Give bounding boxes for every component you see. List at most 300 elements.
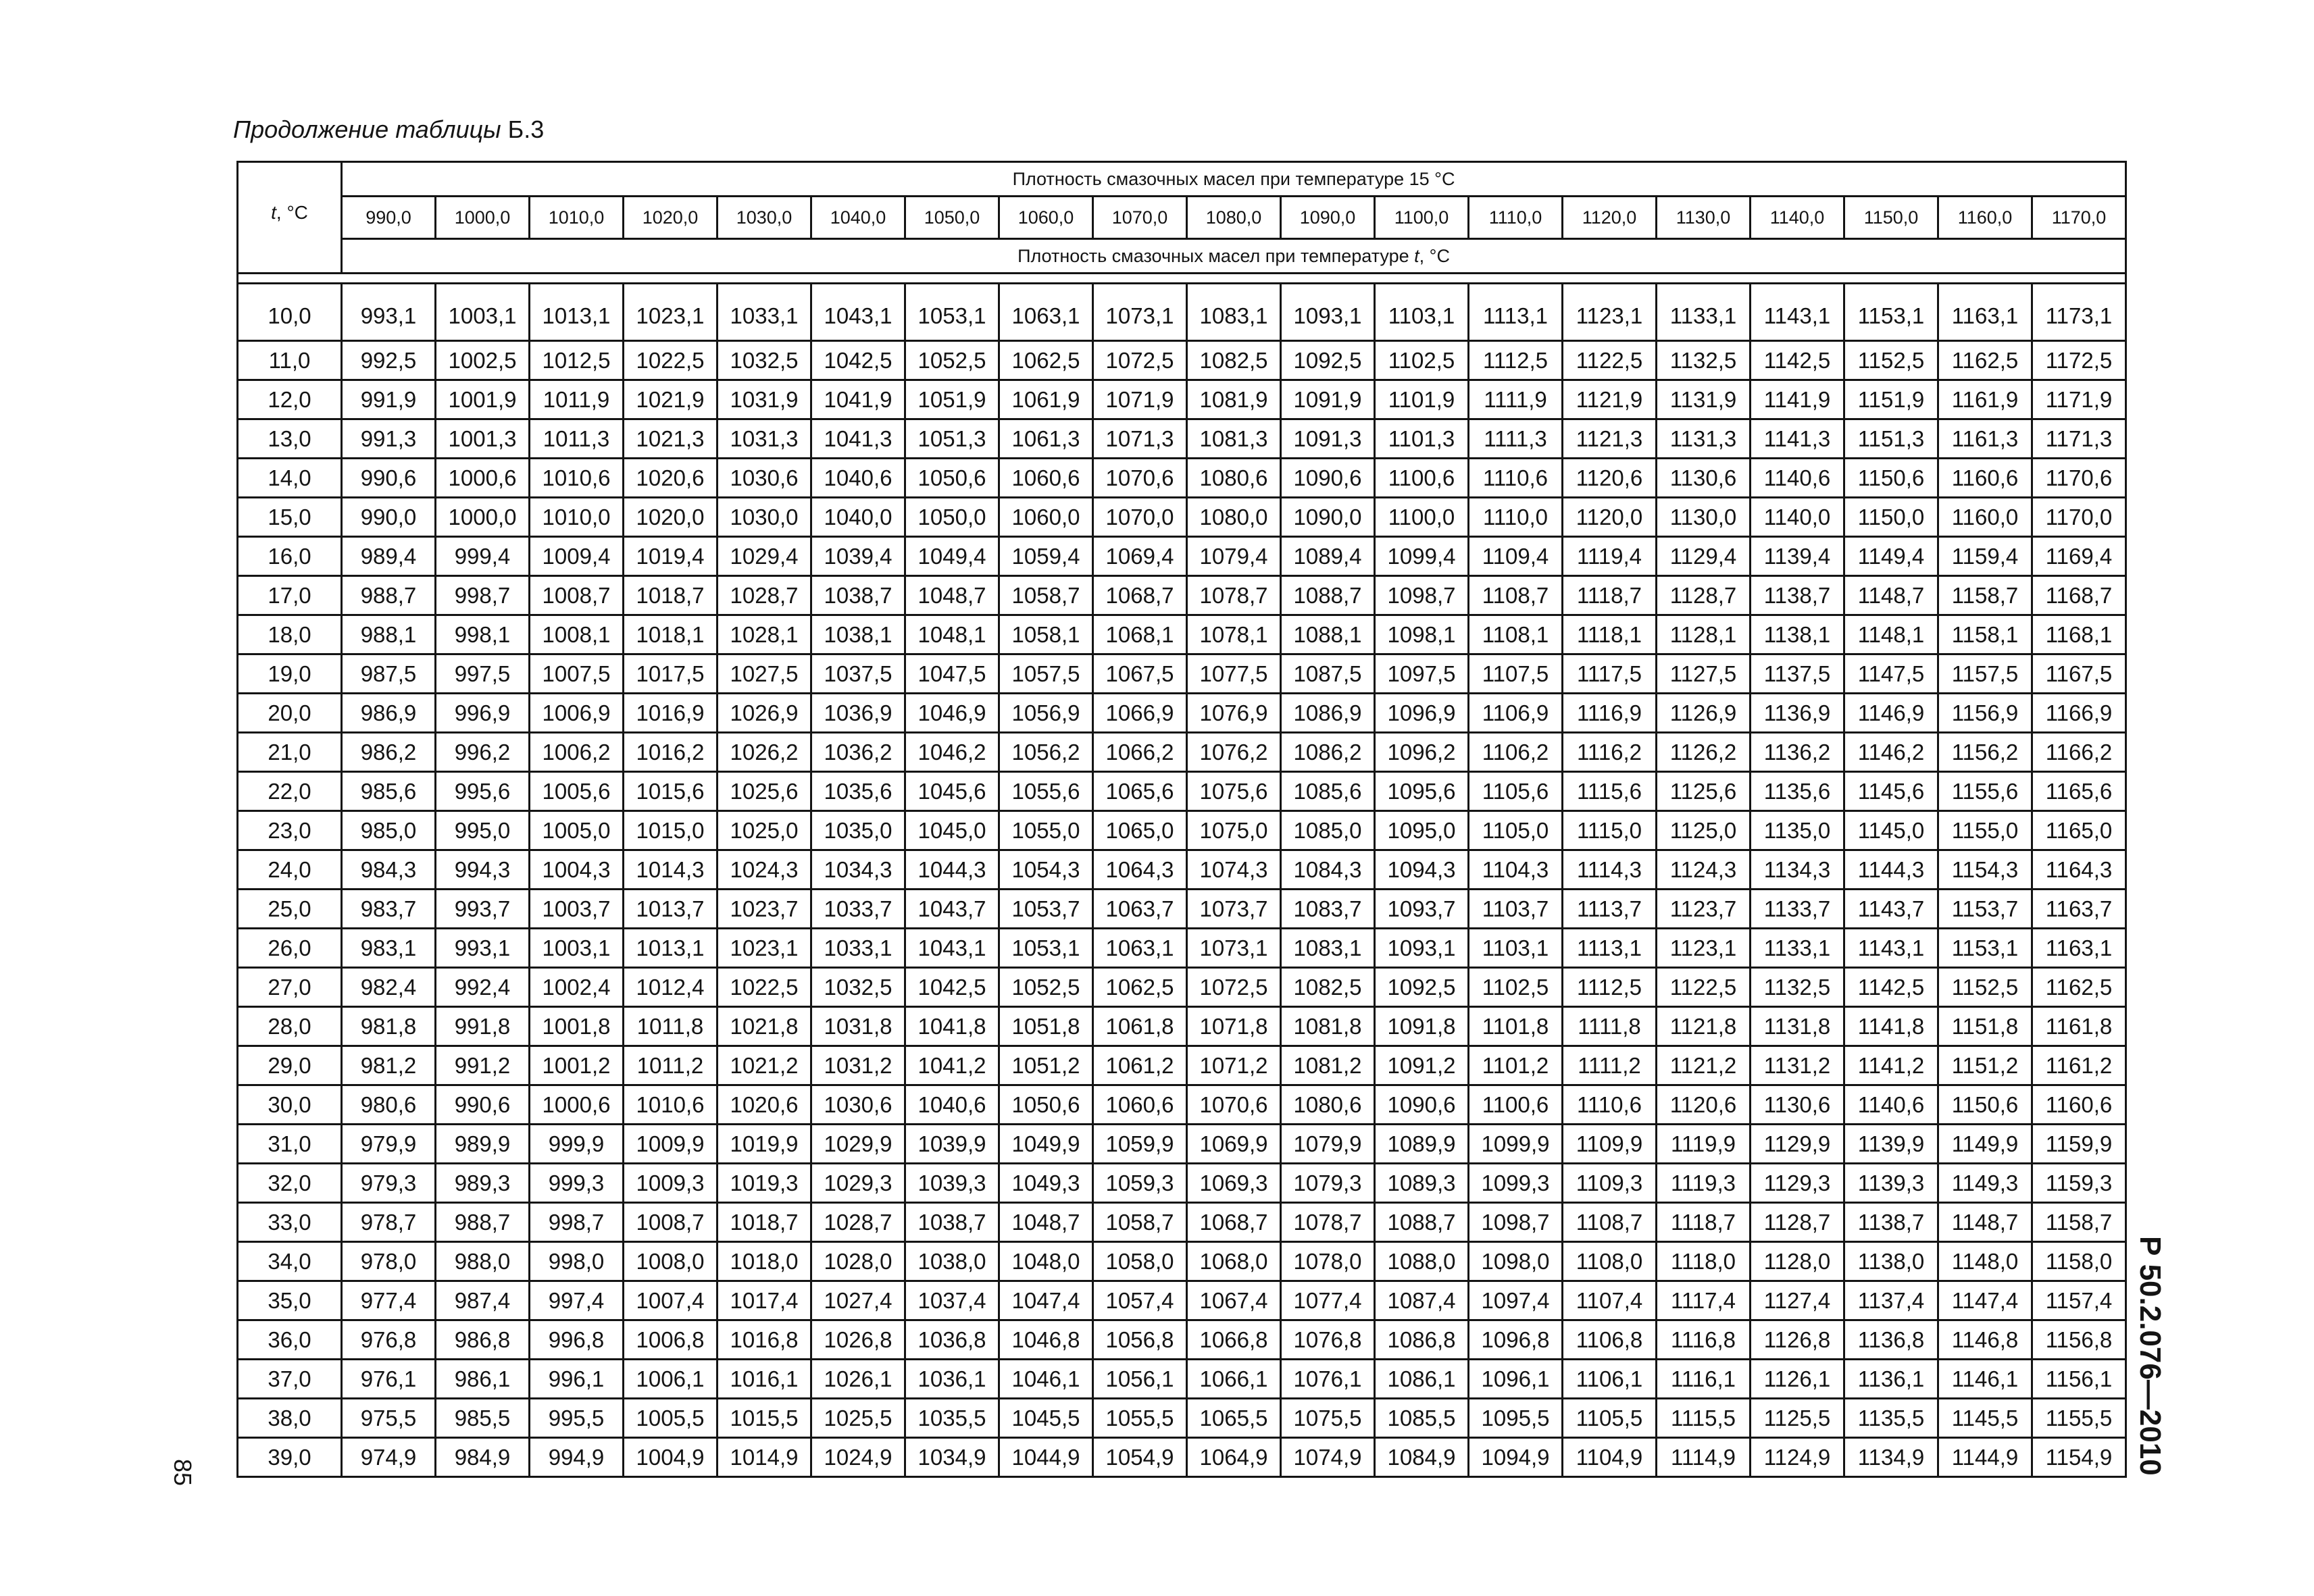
- density-cell: 1050,0: [905, 498, 999, 537]
- temperature-cell: 37,0: [238, 1360, 342, 1399]
- density-cell: 1163,7: [2032, 890, 2126, 929]
- density-cell: 1087,4: [1375, 1281, 1469, 1320]
- density-cell: 1138,1: [1751, 615, 1844, 654]
- caption-table-id: Б.3: [507, 115, 545, 143]
- density-cell: 1165,6: [2032, 772, 2126, 811]
- density-cell: 1073,7: [1187, 890, 1281, 929]
- density-cell: 996,8: [530, 1320, 624, 1360]
- table-row: [238, 576, 2126, 615]
- density-cell: 1060,6: [1093, 1085, 1187, 1125]
- table-row: [238, 537, 2126, 576]
- density-cell: 999,4: [436, 537, 530, 576]
- density-cell: 1144,3: [1844, 850, 1938, 890]
- density-cell: 1157,4: [2032, 1281, 2126, 1320]
- density-cell: 1115,0: [1563, 811, 1657, 850]
- density-cell: 1119,4: [1563, 537, 1657, 576]
- density-cell: 1121,3: [1563, 419, 1657, 459]
- density-cell: 1143,7: [1844, 890, 1938, 929]
- table-row: [238, 1046, 2126, 1085]
- density-cell: 1104,3: [1469, 850, 1563, 890]
- density-cell: 1024,9: [811, 1438, 905, 1477]
- density-cell: 1018,7: [624, 576, 718, 615]
- density-cell: 1150,0: [1844, 498, 1938, 537]
- temperature-cell: 17,0: [238, 576, 342, 615]
- density-cell: 1109,4: [1469, 537, 1563, 576]
- density-cell: 1098,0: [1469, 1242, 1563, 1281]
- density-cell: 1008,0: [624, 1242, 718, 1281]
- density-cell: 976,1: [342, 1360, 436, 1399]
- density-cell: 1022,5: [624, 341, 718, 380]
- density-header-cell: 1130,0: [1657, 197, 1751, 239]
- temperature-cell: 23,0: [238, 811, 342, 850]
- density-cell: 1080,6: [1187, 459, 1281, 498]
- table-row: [238, 1281, 2126, 1320]
- page-number: 85: [169, 1459, 197, 1487]
- density-cell: 1105,0: [1469, 811, 1563, 850]
- density-cell: 1015,5: [718, 1399, 811, 1438]
- density-cell: 1168,1: [2032, 615, 2126, 654]
- density-cell: 1034,9: [905, 1438, 999, 1477]
- density-cell: 1081,2: [1281, 1046, 1375, 1085]
- corner-unit: , °С: [276, 202, 308, 223]
- density-cell: 1081,9: [1187, 380, 1281, 419]
- density-cell: 1066,8: [1187, 1320, 1281, 1360]
- density-cell: 1157,5: [1938, 654, 2032, 694]
- density-cell: 999,3: [530, 1164, 624, 1203]
- density-cell: 1061,8: [1093, 1007, 1187, 1046]
- density-cell: 1170,6: [2032, 459, 2126, 498]
- density-cell: 1137,5: [1751, 654, 1844, 694]
- density-header-cell: 1050,0: [905, 197, 999, 239]
- density-cell: 1151,3: [1844, 419, 1938, 459]
- density-cell: 1128,7: [1657, 576, 1751, 615]
- table-row: [238, 419, 2126, 459]
- density-cell: 1048,0: [999, 1242, 1093, 1281]
- density-cell: 1132,5: [1657, 341, 1751, 380]
- temperature-cell: 12,0: [238, 380, 342, 419]
- density-cell: 1057,4: [1093, 1281, 1187, 1320]
- density-cell: 1107,4: [1563, 1281, 1657, 1320]
- density-cell: 1128,7: [1751, 1203, 1844, 1242]
- density-cell: 1158,0: [2032, 1242, 2126, 1281]
- density-cell: 986,9: [342, 694, 436, 733]
- density-cell: 998,1: [436, 615, 530, 654]
- density-cell: 1101,2: [1469, 1046, 1563, 1085]
- table-row: [238, 1203, 2126, 1242]
- density-cell: 1147,4: [1938, 1281, 2032, 1320]
- density-cell: 1123,1: [1657, 929, 1751, 968]
- density-cell: 1100,6: [1375, 459, 1469, 498]
- density-cell: 1126,8: [1751, 1320, 1844, 1360]
- density-cell: 982,4: [342, 968, 436, 1007]
- density-cell: 1055,6: [999, 772, 1093, 811]
- density-cell: 1069,3: [1187, 1164, 1281, 1203]
- density-cell: 1000,0: [436, 498, 530, 537]
- density-cell: 1065,5: [1187, 1399, 1281, 1438]
- density-cell: 1111,9: [1469, 380, 1563, 419]
- density-cell: 1108,1: [1469, 615, 1563, 654]
- density-cell: 1037,5: [811, 654, 905, 694]
- density-cell: 1160,6: [1938, 459, 2032, 498]
- temperature-cell: 35,0: [238, 1281, 342, 1320]
- density-cell: 1033,1: [718, 284, 811, 341]
- density-cell: 1104,9: [1563, 1438, 1657, 1477]
- density-cell: 1036,2: [811, 733, 905, 772]
- density-cell: 1091,8: [1375, 1007, 1469, 1046]
- density-cell: 1017,4: [718, 1281, 811, 1320]
- density-cell: 1149,4: [1844, 537, 1938, 576]
- table-row: [238, 284, 2126, 341]
- density-cell: 1038,7: [905, 1203, 999, 1242]
- density-cell: 1129,3: [1751, 1164, 1844, 1203]
- density-cell: 1098,7: [1375, 576, 1469, 615]
- density-cell: 1078,7: [1187, 576, 1281, 615]
- density-cell: 1134,3: [1751, 850, 1844, 890]
- density-cell: 1006,2: [530, 733, 624, 772]
- density-cell: 1008,1: [530, 615, 624, 654]
- density-cell: 998,7: [530, 1203, 624, 1242]
- density-cell: 1113,7: [1563, 890, 1657, 929]
- density-cell: 1112,5: [1563, 968, 1657, 1007]
- density-cell: 1146,8: [1938, 1320, 2032, 1360]
- table-row: [238, 498, 2126, 537]
- density-cell: 1011,9: [530, 380, 624, 419]
- density-cell: 1081,3: [1187, 419, 1281, 459]
- density-cell: 991,9: [342, 380, 436, 419]
- density-cell: 1130,6: [1657, 459, 1751, 498]
- density-cell: 1094,3: [1375, 850, 1469, 890]
- density-cell: 1136,1: [1844, 1360, 1938, 1399]
- density-cell: 986,2: [342, 733, 436, 772]
- density-cell: 1106,8: [1563, 1320, 1657, 1360]
- density-cell: 1120,6: [1657, 1085, 1751, 1125]
- density-cell: 1093,1: [1375, 929, 1469, 968]
- density-cell: 1026,2: [718, 733, 811, 772]
- density-cell: 1092,5: [1375, 968, 1469, 1007]
- density-cell: 998,0: [530, 1242, 624, 1281]
- density-cell: 1058,1: [999, 615, 1093, 654]
- density-cell: 1110,6: [1469, 459, 1563, 498]
- table-row: [238, 380, 2126, 419]
- table-row: [238, 1399, 2126, 1438]
- density-cell: 1003,1: [436, 284, 530, 341]
- header-bottom-suffix: , °С: [1419, 245, 1450, 266]
- density-cell: 1053,7: [999, 890, 1093, 929]
- density-cell: 1031,9: [718, 380, 811, 419]
- density-cell: 1012,5: [530, 341, 624, 380]
- density-cell: 990,6: [342, 459, 436, 498]
- density-cell: 981,8: [342, 1007, 436, 1046]
- corner-symbol: t: [271, 202, 276, 223]
- density-cell: 1121,8: [1657, 1007, 1751, 1046]
- density-cell: 1019,9: [718, 1125, 811, 1164]
- density-cell: 1071,3: [1093, 419, 1187, 459]
- density-cell: 1096,8: [1469, 1320, 1563, 1360]
- density-cell: 1073,1: [1093, 284, 1187, 341]
- density-cell: 1172,5: [2032, 341, 2126, 380]
- density-cell: 1031,8: [811, 1007, 905, 1046]
- density-cell: 1085,0: [1281, 811, 1375, 850]
- density-cell: 1140,6: [1751, 459, 1844, 498]
- density-cell: 1135,0: [1751, 811, 1844, 850]
- density-cell: 1028,7: [811, 1203, 905, 1242]
- density-cell: 1055,0: [999, 811, 1093, 850]
- density-cell: 998,7: [436, 576, 530, 615]
- temperature-cell: 27,0: [238, 968, 342, 1007]
- density-cell: 1090,6: [1375, 1085, 1469, 1125]
- density-cell: 1056,2: [999, 733, 1093, 772]
- density-cell: 1006,9: [530, 694, 624, 733]
- density-cell: 1051,3: [905, 419, 999, 459]
- density-cell: 1005,6: [530, 772, 624, 811]
- density-cell: 1021,3: [624, 419, 718, 459]
- density-cell: 1160,6: [2032, 1085, 2126, 1125]
- density-cell: 1101,8: [1469, 1007, 1563, 1046]
- density-cell: 1066,2: [1093, 733, 1187, 772]
- density-cell: 1010,0: [530, 498, 624, 537]
- density-cell: 1071,9: [1093, 380, 1187, 419]
- density-cell: 1159,3: [2032, 1164, 2126, 1203]
- density-cell: 1135,6: [1751, 772, 1844, 811]
- density-cell: 1016,2: [624, 733, 718, 772]
- density-cell: 1056,8: [1093, 1320, 1187, 1360]
- density-cell: 1161,9: [1938, 380, 2032, 419]
- density-cell: 1029,4: [718, 537, 811, 576]
- density-cell: 1014,9: [718, 1438, 811, 1477]
- density-cell: 1063,1: [1093, 929, 1187, 968]
- density-cell: 1038,0: [905, 1242, 999, 1281]
- temperature-cell: 26,0: [238, 929, 342, 968]
- density-cell: 1127,5: [1657, 654, 1751, 694]
- density-cell: 1173,1: [2032, 284, 2126, 341]
- density-cell: 993,1: [436, 929, 530, 968]
- table-row: [238, 1007, 2126, 1046]
- density-cell: 991,8: [436, 1007, 530, 1046]
- density-header-cell: 1030,0: [718, 197, 811, 239]
- density-cell: 1001,9: [436, 380, 530, 419]
- density-cell: 1051,8: [999, 1007, 1093, 1046]
- density-cell: 1144,9: [1938, 1438, 2032, 1477]
- density-cell: 979,3: [342, 1164, 436, 1203]
- density-cell: 1005,0: [530, 811, 624, 850]
- temperature-cell: 36,0: [238, 1320, 342, 1360]
- density-cell: 1047,5: [905, 654, 999, 694]
- density-cell: 1060,6: [999, 459, 1093, 498]
- temperature-cell: 18,0: [238, 615, 342, 654]
- density-cell: 995,6: [436, 772, 530, 811]
- density-cell: 984,3: [342, 850, 436, 890]
- density-cell: 1115,5: [1657, 1399, 1751, 1438]
- density-cell: 1148,0: [1938, 1242, 2032, 1281]
- density-cell: 994,3: [436, 850, 530, 890]
- density-cell: 1115,6: [1563, 772, 1657, 811]
- density-cell: 1095,6: [1375, 772, 1469, 811]
- density-cell: 1020,0: [624, 498, 718, 537]
- density-cell: 1027,5: [718, 654, 811, 694]
- density-cell: 1097,4: [1469, 1281, 1563, 1320]
- density-cell: 1018,1: [624, 615, 718, 654]
- density-cell: 1145,0: [1844, 811, 1938, 850]
- density-cell: 1014,3: [624, 850, 718, 890]
- density-cell: 1016,8: [718, 1320, 811, 1360]
- density-cell: 1004,9: [624, 1438, 718, 1477]
- density-cell: 1074,3: [1187, 850, 1281, 890]
- density-cell: 1081,8: [1281, 1007, 1375, 1046]
- density-cell: 1123,7: [1657, 890, 1751, 929]
- density-cell: 1009,4: [530, 537, 624, 576]
- density-cell: 1126,2: [1657, 733, 1751, 772]
- temperature-cell: 30,0: [238, 1085, 342, 1125]
- density-cell: 1116,8: [1657, 1320, 1751, 1360]
- density-cell: 1146,1: [1938, 1360, 2032, 1399]
- density-cell: 1075,0: [1187, 811, 1281, 850]
- density-cell: 1142,5: [1751, 341, 1844, 380]
- density-cell: 1101,9: [1375, 380, 1469, 419]
- density-cell: 1092,5: [1281, 341, 1375, 380]
- density-cell: 1011,8: [624, 1007, 718, 1046]
- density-cell: 1098,7: [1469, 1203, 1563, 1242]
- density-cell: 1100,0: [1375, 498, 1469, 537]
- density-cell: 1113,1: [1469, 284, 1563, 341]
- density-cell: 1099,4: [1375, 537, 1469, 576]
- density-cell: 1131,9: [1657, 380, 1751, 419]
- density-cell: 1043,1: [811, 284, 905, 341]
- density-cell: 1069,4: [1093, 537, 1187, 576]
- density-cell: 1039,3: [905, 1164, 999, 1203]
- density-cell: 1026,8: [811, 1320, 905, 1360]
- corner-header: [238, 162, 342, 274]
- density-cell: 985,0: [342, 811, 436, 850]
- density-cell: 1011,3: [530, 419, 624, 459]
- density-cell: 1006,1: [624, 1360, 718, 1399]
- density-cell: 1042,5: [905, 968, 999, 1007]
- density-cell: 1001,8: [530, 1007, 624, 1046]
- density-cell: 1103,1: [1375, 284, 1469, 341]
- density-cell: 1156,8: [2032, 1320, 2126, 1360]
- density-cell: 1058,0: [1093, 1242, 1187, 1281]
- density-cell: 1093,1: [1281, 284, 1375, 341]
- density-cell: 1030,0: [718, 498, 811, 537]
- density-cell: 1064,3: [1093, 850, 1187, 890]
- density-cell: 1131,3: [1657, 419, 1751, 459]
- density-cell: 1084,3: [1281, 850, 1375, 890]
- density-cell: 1133,7: [1751, 890, 1844, 929]
- density-cell: 1130,6: [1751, 1085, 1844, 1125]
- density-cell: 1107,5: [1469, 654, 1563, 694]
- density-header-cell: 1170,0: [2032, 197, 2126, 239]
- density-cell: 985,6: [342, 772, 436, 811]
- density-cell: 1008,7: [624, 1203, 718, 1242]
- density-cell: 1084,9: [1375, 1438, 1469, 1477]
- density-cell: 978,7: [342, 1203, 436, 1242]
- density-cell: 1143,1: [1751, 284, 1844, 341]
- density-cell: 1029,9: [811, 1125, 905, 1164]
- density-cell: 1085,5: [1375, 1399, 1469, 1438]
- table-row: [238, 1125, 2126, 1164]
- density-cell: 1116,9: [1563, 694, 1657, 733]
- density-cell: 1132,5: [1751, 968, 1844, 1007]
- density-cell: 1000,6: [530, 1085, 624, 1125]
- density-cell: 1059,3: [1093, 1164, 1187, 1203]
- density-header-cell: 1000,0: [436, 197, 530, 239]
- density-cell: 1048,7: [905, 576, 999, 615]
- density-cell: 996,9: [436, 694, 530, 733]
- density-cell: 1061,9: [999, 380, 1093, 419]
- density-cell: 1059,4: [999, 537, 1093, 576]
- density-cell: 1141,9: [1751, 380, 1844, 419]
- density-cell: 1052,5: [905, 341, 999, 380]
- table-row: [238, 929, 2126, 968]
- density-cell: 1096,1: [1469, 1360, 1563, 1399]
- density-cell: 1045,6: [905, 772, 999, 811]
- density-cell: 1077,5: [1187, 654, 1281, 694]
- density-cell: 1088,0: [1375, 1242, 1469, 1281]
- density-cell: 1065,6: [1093, 772, 1187, 811]
- density-cell: 988,7: [436, 1203, 530, 1242]
- density-cell: 985,5: [436, 1399, 530, 1438]
- density-cell: 1032,5: [718, 341, 811, 380]
- density-cell: 1153,1: [1938, 929, 2032, 968]
- density-cell: 1122,5: [1563, 341, 1657, 380]
- density-cell: 1019,4: [624, 537, 718, 576]
- density-cell: 1155,5: [2032, 1399, 2126, 1438]
- density-cell: 1006,8: [624, 1320, 718, 1360]
- density-cell: 1163,1: [1938, 284, 2032, 341]
- density-cell: 1151,2: [1938, 1046, 2032, 1085]
- density-cell: 1083,7: [1281, 890, 1375, 929]
- density-cell: 986,1: [436, 1360, 530, 1399]
- density-cell: 1114,3: [1563, 850, 1657, 890]
- density-cell: 1036,1: [905, 1360, 999, 1399]
- density-header-cell: 1010,0: [530, 197, 624, 239]
- density-cell: 1125,5: [1751, 1399, 1844, 1438]
- density-cell: 1131,8: [1751, 1007, 1844, 1046]
- density-cell: 1095,0: [1375, 811, 1469, 850]
- density-cell: 1016,9: [624, 694, 718, 733]
- density-cell: 994,9: [530, 1438, 624, 1477]
- density-cell: 1091,9: [1281, 380, 1375, 419]
- density-cell: 1138,7: [1751, 576, 1844, 615]
- density-cell: 1140,0: [1751, 498, 1844, 537]
- table-row: [238, 341, 2126, 380]
- density-cell: 1150,6: [1844, 459, 1938, 498]
- density-cell: 1140,6: [1844, 1085, 1938, 1125]
- density-cell: 981,2: [342, 1046, 436, 1085]
- density-cell: 1151,8: [1938, 1007, 2032, 1046]
- density-cell: 1064,9: [1187, 1438, 1281, 1477]
- density-cell: 1046,9: [905, 694, 999, 733]
- density-cell: 1021,8: [718, 1007, 811, 1046]
- density-cell: 1016,1: [718, 1360, 811, 1399]
- density-cell: 1143,1: [1844, 929, 1938, 968]
- density-cell: 1020,6: [624, 459, 718, 498]
- density-cell: 1151,9: [1844, 380, 1938, 419]
- density-cell: 1098,1: [1375, 615, 1469, 654]
- temperature-cell: 22,0: [238, 772, 342, 811]
- density-cell: 1114,9: [1657, 1438, 1751, 1477]
- density-cell: 1058,7: [999, 576, 1093, 615]
- density-cell: 980,6: [342, 1085, 436, 1125]
- density-cell: 1158,1: [1938, 615, 2032, 654]
- density-cell: 1010,6: [624, 1085, 718, 1125]
- density-cell: 1007,5: [530, 654, 624, 694]
- density-cell: 1086,1: [1375, 1360, 1469, 1399]
- table-row: [238, 890, 2126, 929]
- density-cell: 1146,9: [1844, 694, 1938, 733]
- density-cell: 1087,5: [1281, 654, 1375, 694]
- density-cell: 1094,9: [1469, 1438, 1563, 1477]
- density-cell: 1129,4: [1657, 537, 1751, 576]
